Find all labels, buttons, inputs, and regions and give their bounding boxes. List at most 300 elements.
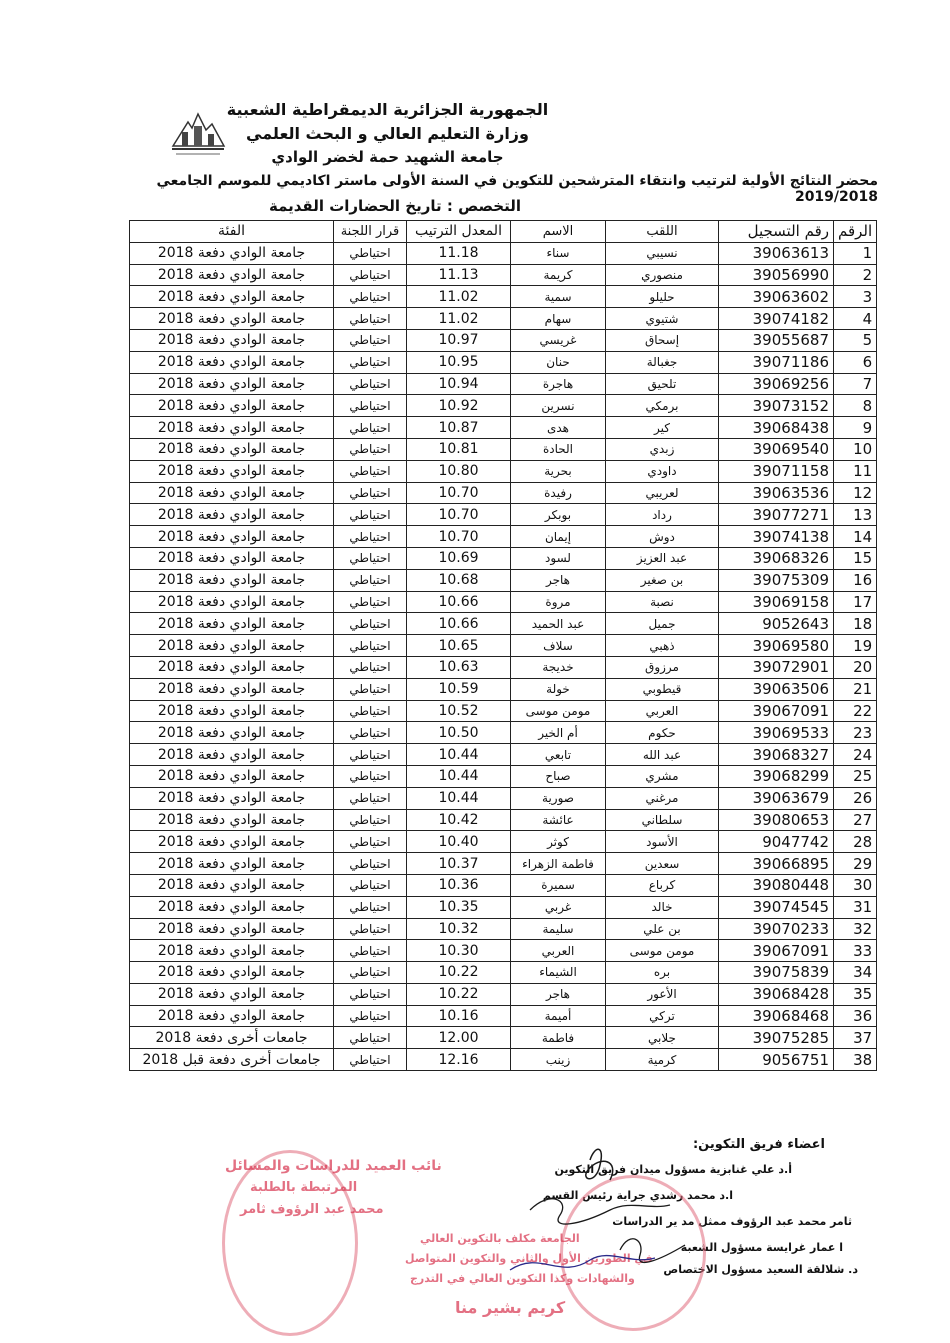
row-registration: 39063536 <box>719 482 834 504</box>
row-number: 20 <box>834 656 877 678</box>
row-category: جامعة الوادي دفعة 2018 <box>130 1005 334 1027</box>
row-registration: 39069580 <box>719 635 834 657</box>
row-lastname: نصبة <box>606 591 719 613</box>
table-row <box>130 831 877 853</box>
row-category: جامعة الوادي دفعة 2018 <box>130 744 334 766</box>
table-row <box>130 787 877 809</box>
row-category: جامعة الوادي دفعة 2018 <box>130 678 334 700</box>
row-registration: 39080448 <box>719 874 834 896</box>
row-category: جامعة الوادي دفعة 2018 <box>130 329 334 351</box>
row-category: جامعة الوادي دفعة 2018 <box>130 547 334 569</box>
row-firstname: العربي <box>511 940 606 962</box>
row-lastname: دوش <box>606 526 719 548</box>
row-lastname: قيطوبي <box>606 678 719 700</box>
table-row <box>130 940 877 962</box>
table-row <box>130 1049 877 1071</box>
row-number: 37 <box>834 1027 877 1049</box>
row-category: جامعة الوادي دفعة 2018 <box>130 787 334 809</box>
row-decision: احتياطي <box>334 242 407 264</box>
table-row <box>130 395 877 417</box>
row-number: 14 <box>834 526 877 548</box>
row-average: 11.18 <box>407 242 511 264</box>
row-lastname: شتيوي <box>606 308 719 330</box>
row-registration: 9052643 <box>719 613 834 635</box>
table-row <box>130 329 877 351</box>
row-category: جامعة الوادي دفعة 2018 <box>130 591 334 613</box>
row-lastname: كير <box>606 417 719 439</box>
row-category: جامعة الوادي دفعة 2018 <box>130 286 334 308</box>
table-row <box>130 700 877 722</box>
row-registration: 39063613 <box>719 242 834 264</box>
row-firstname: سناء <box>511 242 606 264</box>
row-registration: 39056990 <box>719 264 834 286</box>
row-number: 35 <box>834 983 877 1005</box>
row-average: 10.95 <box>407 351 511 373</box>
row-number: 1 <box>834 242 877 264</box>
row-category: جامعة الوادي دفعة 2018 <box>130 809 334 831</box>
row-average: 10.81 <box>407 438 511 460</box>
row-lastname: العربي <box>606 700 719 722</box>
header-specialty: التخصص : تاريخ الحضارات القديمة <box>268 197 522 215</box>
row-category: جامعة الوادي دفعة 2018 <box>130 940 334 962</box>
row-number: 33 <box>834 940 877 962</box>
col-registration: رقم التسجيل <box>719 221 834 243</box>
row-number: 30 <box>834 874 877 896</box>
row-decision: احتياطي <box>334 351 407 373</box>
row-number: 29 <box>834 853 877 875</box>
table-row <box>130 438 877 460</box>
row-firstname: غريسي <box>511 329 606 351</box>
row-decision: احتياطي <box>334 678 407 700</box>
row-lastname: حليلو <box>606 286 719 308</box>
row-firstname: سلاف <box>511 635 606 657</box>
row-category: جامعة الوادي دفعة 2018 <box>130 438 334 460</box>
row-lastname: عبد الله <box>606 744 719 766</box>
row-lastname: الأسود <box>606 831 719 853</box>
member-2: ا.د محمد رشدي جراية رئيس القسم <box>542 1189 733 1202</box>
row-lastname: منصوري <box>606 264 719 286</box>
stamp-signature: كريم بشير منا <box>455 1298 566 1317</box>
row-average: 11.02 <box>407 286 511 308</box>
row-decision: احتياطي <box>334 874 407 896</box>
col-lastname: اللقب <box>606 221 719 243</box>
table-row <box>130 242 877 264</box>
row-registration: 39067091 <box>719 940 834 962</box>
row-decision: احتياطي <box>334 373 407 395</box>
row-category: جامعة الوادي دفعة 2018 <box>130 569 334 591</box>
row-number: 25 <box>834 765 877 787</box>
table-row <box>130 1027 877 1049</box>
table-row <box>130 613 877 635</box>
row-average: 10.80 <box>407 460 511 482</box>
row-firstname: هاجرة <box>511 373 606 395</box>
row-average: 10.70 <box>407 526 511 548</box>
row-decision: احتياطي <box>334 765 407 787</box>
row-firstname: الحادة <box>511 438 606 460</box>
row-average: 10.68 <box>407 569 511 591</box>
row-decision: احتياطي <box>334 1005 407 1027</box>
row-category: جامعة الوادي دفعة 2018 <box>130 722 334 744</box>
row-decision: احتياطي <box>334 547 407 569</box>
row-firstname: هاجر <box>511 983 606 1005</box>
signatures-icon <box>470 1140 730 1300</box>
row-firstname: نسرين <box>511 395 606 417</box>
row-lastname: برمكي <box>606 395 719 417</box>
row-number: 10 <box>834 438 877 460</box>
col-category: الفئة <box>130 221 334 243</box>
row-category: جامعة الوادي دفعة 2018 <box>130 504 334 526</box>
table-row <box>130 308 877 330</box>
stamp-right-line3: والشهادات وكذا التكوين العالي في التدرج <box>410 1272 635 1285</box>
stamp-left-line3: محمد عبد الرؤوف ثامر <box>240 1202 384 1217</box>
table-row <box>130 569 877 591</box>
row-number: 24 <box>834 744 877 766</box>
row-firstname: لسود <box>511 547 606 569</box>
table-row <box>130 351 877 373</box>
row-average: 10.22 <box>407 962 511 984</box>
row-decision: احتياطي <box>334 329 407 351</box>
row-registration: 39075309 <box>719 569 834 591</box>
row-registration: 39069533 <box>719 722 834 744</box>
row-decision: احتياطي <box>334 896 407 918</box>
row-firstname: سمية <box>511 286 606 308</box>
row-average: 10.40 <box>407 831 511 853</box>
row-category: جامعات أخرى دفعة 2018 <box>130 1027 334 1049</box>
row-firstname: عائشة <box>511 809 606 831</box>
row-firstname: كوثر <box>511 831 606 853</box>
row-firstname: أم الخير <box>511 722 606 744</box>
row-lastname: مومن موسى <box>606 940 719 962</box>
table-row <box>130 264 877 286</box>
row-category: جامعة الوادي دفعة 2018 <box>130 308 334 330</box>
row-firstname: بحرية <box>511 460 606 482</box>
row-number: 3 <box>834 286 877 308</box>
col-number: الرقم <box>834 221 877 243</box>
row-number: 15 <box>834 547 877 569</box>
row-registration: 39072901 <box>719 656 834 678</box>
table-row <box>130 591 877 613</box>
row-number: 27 <box>834 809 877 831</box>
row-average: 10.65 <box>407 635 511 657</box>
row-decision: احتياطي <box>334 504 407 526</box>
row-decision: احتياطي <box>334 853 407 875</box>
header-report-title: محضر النتائج الأولية لترتيب وانتقاء المترشحين للتكوين في السنة الأولى ماستر اكاديمي للموسم الجامعي 2019/2018 <box>156 173 878 205</box>
row-decision: احتياطي <box>334 591 407 613</box>
col-firstname: الاسم <box>511 221 606 243</box>
row-decision: احتياطي <box>334 569 407 591</box>
row-average: 12.00 <box>407 1027 511 1049</box>
row-average: 10.36 <box>407 874 511 896</box>
row-average: 10.37 <box>407 853 511 875</box>
row-average: 10.50 <box>407 722 511 744</box>
row-number: 12 <box>834 482 877 504</box>
row-firstname: إيمان <box>511 526 606 548</box>
row-registration: 39063679 <box>719 787 834 809</box>
row-lastname: عبد العزيز <box>606 547 719 569</box>
table-row <box>130 722 877 744</box>
row-registration: 39055687 <box>719 329 834 351</box>
row-lastname: كرمية <box>606 1049 719 1071</box>
row-registration: 39069540 <box>719 438 834 460</box>
table-row <box>130 286 877 308</box>
row-firstname: مروة <box>511 591 606 613</box>
header-ministry: وزارة التعليم العالي و البحث العلمي <box>246 124 529 143</box>
row-registration: 39074545 <box>719 896 834 918</box>
row-decision: احتياطي <box>334 722 407 744</box>
row-category: جامعة الوادي دفعة 2018 <box>130 918 334 940</box>
row-registration: 39068468 <box>719 1005 834 1027</box>
row-category: جامعة الوادي دفعة 2018 <box>130 896 334 918</box>
row-number: 11 <box>834 460 877 482</box>
row-lastname: حكوم <box>606 722 719 744</box>
row-average: 10.32 <box>407 918 511 940</box>
row-category: جامعة الوادي دفعة 2018 <box>130 613 334 635</box>
row-firstname: سهام <box>511 308 606 330</box>
left-round-stamp <box>222 1150 358 1336</box>
stamp-left-line2: المرتبطة بالطلبة <box>250 1180 358 1195</box>
row-number: 5 <box>834 329 877 351</box>
table-row <box>130 460 877 482</box>
row-number: 38 <box>834 1049 877 1071</box>
row-lastname: تركي <box>606 1005 719 1027</box>
row-category: جامعة الوادي دفعة 2018 <box>130 983 334 1005</box>
row-decision: احتياطي <box>334 656 407 678</box>
row-lastname: إسحاق <box>606 329 719 351</box>
row-number: 7 <box>834 373 877 395</box>
row-registration: 39068428 <box>719 983 834 1005</box>
table-row <box>130 547 877 569</box>
row-category: جامعة الوادي دفعة 2018 <box>130 395 334 417</box>
row-category: جامعة الوادي دفعة 2018 <box>130 765 334 787</box>
row-registration: 9047742 <box>719 831 834 853</box>
row-firstname: الشيماء <box>511 962 606 984</box>
row-lastname: بره <box>606 962 719 984</box>
row-decision: احتياطي <box>334 700 407 722</box>
row-average: 10.59 <box>407 678 511 700</box>
row-category: جامعة الوادي دفعة 2018 <box>130 700 334 722</box>
row-registration: 39063506 <box>719 678 834 700</box>
row-number: 2 <box>834 264 877 286</box>
row-firstname: هدى <box>511 417 606 439</box>
row-lastname: جميل <box>606 613 719 635</box>
row-decision: احتياطي <box>334 962 407 984</box>
row-decision: احتياطي <box>334 438 407 460</box>
row-lastname: ذهبي <box>606 635 719 657</box>
row-decision: احتياطي <box>334 918 407 940</box>
row-decision: احتياطي <box>334 983 407 1005</box>
row-average: 10.69 <box>407 547 511 569</box>
row-average: 10.70 <box>407 482 511 504</box>
row-category: جامعة الوادي دفعة 2018 <box>130 242 334 264</box>
row-lastname: مرغني <box>606 787 719 809</box>
member-5: د. شلالقة السعيد مسؤول الاختصاص <box>663 1263 858 1276</box>
table-row <box>130 635 877 657</box>
row-decision: احتياطي <box>334 635 407 657</box>
row-decision: احتياطي <box>334 1027 407 1049</box>
row-firstname: سليمة <box>511 918 606 940</box>
row-average: 10.92 <box>407 395 511 417</box>
row-average: 10.87 <box>407 417 511 439</box>
row-firstname: هاجر <box>511 569 606 591</box>
row-registration: 39074182 <box>719 308 834 330</box>
table-row <box>130 853 877 875</box>
row-registration: 39063602 <box>719 286 834 308</box>
row-average: 10.97 <box>407 329 511 351</box>
row-registration: 39071186 <box>719 351 834 373</box>
row-decision: احتياطي <box>334 809 407 831</box>
row-firstname: بوبكر <box>511 504 606 526</box>
row-category: جامعة الوادي دفعة 2018 <box>130 526 334 548</box>
row-decision: احتياطي <box>334 286 407 308</box>
row-category: جامعة الوادي دفعة 2018 <box>130 853 334 875</box>
row-average: 10.16 <box>407 1005 511 1027</box>
row-registration: 39069256 <box>719 373 834 395</box>
row-lastname: سعدين <box>606 853 719 875</box>
header-republic: الجمهورية الجزائرية الديمقراطية الشعبية <box>226 100 549 119</box>
row-registration: 39075839 <box>719 962 834 984</box>
row-registration: 39077271 <box>719 504 834 526</box>
table-row <box>130 678 877 700</box>
row-number: 13 <box>834 504 877 526</box>
row-number: 31 <box>834 896 877 918</box>
row-category: جامعات أخرى دفعة قبل 2018 <box>130 1049 334 1071</box>
members-title: اعضاء فريق التكوين: <box>692 1137 825 1152</box>
row-firstname: أميمة <box>511 1005 606 1027</box>
row-registration: 39068438 <box>719 417 834 439</box>
row-decision: احتياطي <box>334 744 407 766</box>
row-registration: 39068326 <box>719 547 834 569</box>
row-category: جامعة الوادي دفعة 2018 <box>130 635 334 657</box>
table-row <box>130 874 877 896</box>
row-decision: احتياطي <box>334 787 407 809</box>
row-lastname: كرباع <box>606 874 719 896</box>
row-lastname: بن صغير <box>606 569 719 591</box>
row-firstname: كريمة <box>511 264 606 286</box>
row-registration: 39068299 <box>719 765 834 787</box>
table-row <box>130 896 877 918</box>
table-row <box>130 526 877 548</box>
row-registration: 39066895 <box>719 853 834 875</box>
stamp-right-line2: في الطورين الأول والثاني والتكوين المتواصل <box>405 1252 653 1265</box>
row-number: 6 <box>834 351 877 373</box>
row-average: 10.63 <box>407 656 511 678</box>
row-registration: 39073152 <box>719 395 834 417</box>
row-firstname: صباح <box>511 765 606 787</box>
row-firstname: عبد الحميد <box>511 613 606 635</box>
results-table <box>129 220 877 1071</box>
row-number: 16 <box>834 569 877 591</box>
row-firstname: خديجة <box>511 656 606 678</box>
row-lastname: زبدي <box>606 438 719 460</box>
stamp-left-line1: نائب العميد للدراسات والمسائل <box>225 1158 442 1174</box>
row-number: 36 <box>834 1005 877 1027</box>
row-number: 22 <box>834 700 877 722</box>
row-number: 8 <box>834 395 877 417</box>
table-row <box>130 373 877 395</box>
row-number: 32 <box>834 918 877 940</box>
row-lastname: نسيبي <box>606 242 719 264</box>
university-logo-icon <box>168 108 228 160</box>
row-lastname: الأعور <box>606 983 719 1005</box>
row-decision: احتياطي <box>334 308 407 330</box>
table-header-row <box>130 221 877 243</box>
row-number: 4 <box>834 308 877 330</box>
row-registration: 39080653 <box>719 809 834 831</box>
row-number: 34 <box>834 962 877 984</box>
table-row <box>130 765 877 787</box>
row-category: جامعة الوادي دفعة 2018 <box>130 874 334 896</box>
table-row <box>130 918 877 940</box>
table-row <box>130 1005 877 1027</box>
row-category: جامعة الوادي دفعة 2018 <box>130 417 334 439</box>
table-row <box>130 656 877 678</box>
row-number: 17 <box>834 591 877 613</box>
row-category: جامعة الوادي دفعة 2018 <box>130 351 334 373</box>
row-firstname: فاطمة الزهراء <box>511 853 606 875</box>
row-lastname: تلحيق <box>606 373 719 395</box>
row-average: 11.13 <box>407 264 511 286</box>
row-lastname: مشري <box>606 765 719 787</box>
row-firstname: خولة <box>511 678 606 700</box>
header-university: جامعة الشهيد حمة لخضر الوادي <box>271 148 504 166</box>
row-average: 10.44 <box>407 765 511 787</box>
row-average: 11.02 <box>407 308 511 330</box>
row-firstname: فاطمة <box>511 1027 606 1049</box>
row-category: جامعة الوادي دفعة 2018 <box>130 264 334 286</box>
row-average: 10.42 <box>407 809 511 831</box>
table-row <box>130 417 877 439</box>
member-1: أ.د علي غنابزية مسؤول ميدان فريق التكوين <box>554 1163 792 1176</box>
col-average: المعدل الترتيب <box>407 221 511 243</box>
table-row <box>130 962 877 984</box>
row-decision: احتياطي <box>334 831 407 853</box>
row-number: 26 <box>834 787 877 809</box>
row-decision: احتياطي <box>334 1049 407 1071</box>
row-decision: احتياطي <box>334 613 407 635</box>
row-firstname: حنان <box>511 351 606 373</box>
row-average: 10.52 <box>407 700 511 722</box>
row-lastname: بن علي <box>606 918 719 940</box>
row-lastname: خالد <box>606 896 719 918</box>
row-number: 19 <box>834 635 877 657</box>
row-number: 28 <box>834 831 877 853</box>
row-decision: احتياطي <box>334 395 407 417</box>
row-registration: 39069158 <box>719 591 834 613</box>
row-decision: احتياطي <box>334 526 407 548</box>
row-registration: 39071158 <box>719 460 834 482</box>
table-row <box>130 482 877 504</box>
row-registration: 39070233 <box>719 918 834 940</box>
row-category: جامعة الوادي دفعة 2018 <box>130 482 334 504</box>
row-registration: 9056751 <box>719 1049 834 1071</box>
row-number: 18 <box>834 613 877 635</box>
row-decision: احتياطي <box>334 417 407 439</box>
row-registration: 39075285 <box>719 1027 834 1049</box>
row-decision: احتياطي <box>334 460 407 482</box>
row-average: 12.16 <box>407 1049 511 1071</box>
row-firstname: رفيدة <box>511 482 606 504</box>
row-firstname: صورية <box>511 787 606 809</box>
row-decision: احتياطي <box>334 940 407 962</box>
row-category: جامعة الوادي دفعة 2018 <box>130 373 334 395</box>
row-lastname: جغبالة <box>606 351 719 373</box>
table-row <box>130 744 877 766</box>
row-firstname: مومن موسى <box>511 700 606 722</box>
row-firstname: زينب <box>511 1049 606 1071</box>
stamp-right-line1: الجامعة مكلف بالتكوين العالي <box>420 1232 580 1245</box>
row-lastname: لعريبي <box>606 482 719 504</box>
row-average: 10.35 <box>407 896 511 918</box>
